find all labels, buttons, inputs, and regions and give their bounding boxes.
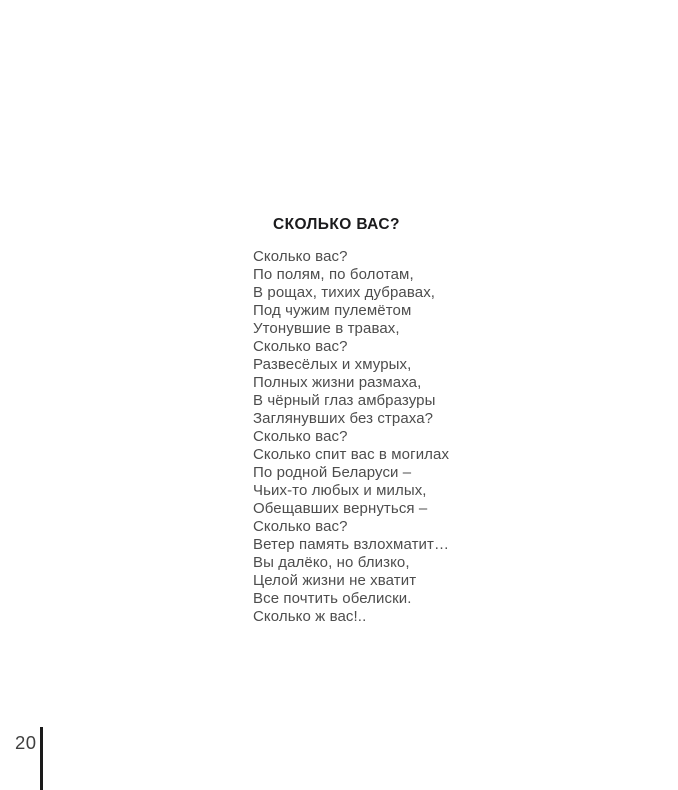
poem-line: Целой жизни не хватит [253,572,417,589]
poem-body [253,248,449,626]
poem-line: Чьих-то любых и милых, [253,482,427,499]
poem-line: Все почтить обелиски. [253,590,412,607]
poem-line: Обещавших вернуться – [253,500,428,517]
poem-line: Развесёлых и хмурых, [253,356,412,373]
poem-block [253,215,449,626]
poem-line: Сколько спит вас в могилах [253,446,450,463]
poem-line: По полям, по болотам, [253,266,414,283]
poem-line: Сколько вас? [253,428,348,445]
poem-line: Полных жизни размаха, [253,374,422,391]
poem-title: СКОЛЬКО ВАС? [273,216,400,233]
poem-line: Сколько вас? [253,338,348,355]
poem-line: Сколько вас? [253,518,348,535]
page-number: 20 [15,732,37,753]
poem-line: Сколько вас? [253,248,348,265]
poem-line: Вы далёко, но близко, [253,554,410,571]
poem-line: Под чужим пулемётом [253,302,412,319]
poem-line: Сколько ж вас!.. [253,608,367,625]
poem-line: Утонувшие в травах, [253,320,400,337]
page-edge-rule [40,727,43,790]
poem-line: В чёрный глаз амбразуры [253,392,436,409]
poem-line: В рощах, тихих дубравах, [253,284,436,301]
poem-line: Ветер память взлохматит… [253,536,450,553]
poem-line: По родной Беларуси – [253,464,412,481]
poem-line: Заглянувших без страха? [253,410,434,427]
